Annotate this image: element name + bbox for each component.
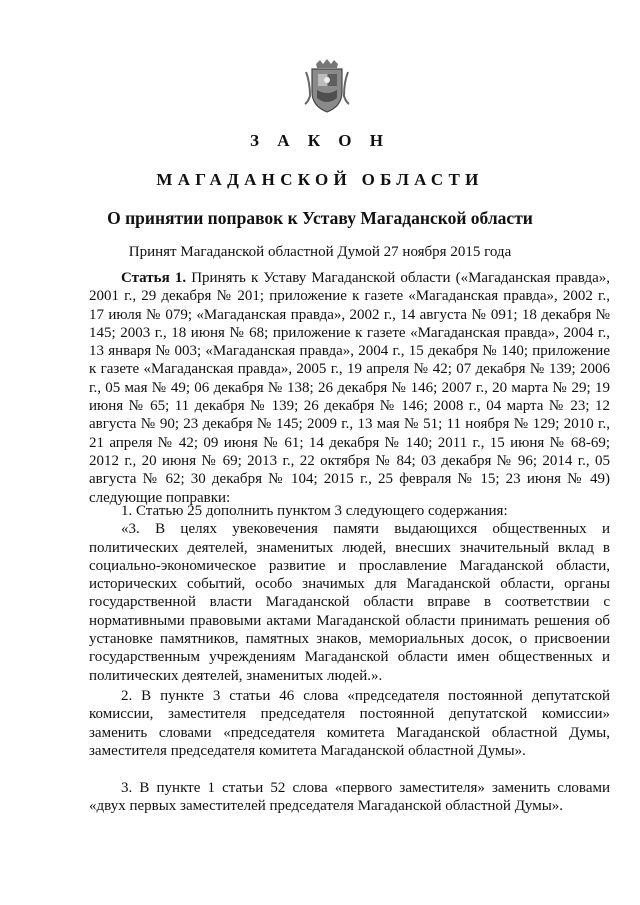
law-subject: О принятии поправок к Уставу Магаданской области <box>107 208 533 228</box>
law-title: З А К О Н <box>249 131 391 150</box>
amendment-text: 3. В пункте 1 статьи 52 слова «первого заместителя» заменить словами «двух первых заместителей председателя Магаданской областной Думы». <box>89 780 610 815</box>
amendment-item-2 <box>89 687 610 760</box>
article-text: Принять к Уставу Магаданской области («Магаданская правда», 2001 г., 29 декабря № 201; приложение к газете «Магаданская правда», 2002 г., 17 июля № 079; «Магаданская правда», 2002 г., 14 августа № 091; 18 декабря № 145; 2003 г., 18 июня № 68; приложение к газете «Магаданская правда», 2004 г., 13 января № 003; «Магаданская правда», 2004 г., 15 декабря № 140; приложение к газете «Магаданская правда», 2005 г., 19 апреля № 42; 07 декабря № 139; 2006 г., 05 мая № 49; 06 декабря № 138; 26 декабря № 146; 2007 г., 20 марта № 29; 19 июня № 65; 11 декабря № 139; 26 декабря № 146; 2008 г., 04 марта № 23; 12 августа № 90; 23 декабря № 145; 2009 г., 13 мая № 51; 11 ноября № 129; 2010 г., 21 апреля № 42; 09 июня № 61; 14 декабря № 140; 2011 г., 15 июня № 68-69; 2012 г., 20 июня № 69; 2013 г., 22 октября № 84; 03 декабря № 96; 2014 г., 05 августа № 62; 30 декабря № 104; 2015 г., 25 февраля № 15; 23 июня № 49) следующие поправки: <box>89 270 611 506</box>
coat-of-arms-icon <box>304 58 350 114</box>
region-title: МАГАДАНСКОЙ ОБЛАСТИ <box>156 170 484 189</box>
amendment-item-3 <box>89 779 610 816</box>
article-1 <box>89 269 610 507</box>
amendment-intro: 1. Статью 25 дополнить пунктом 3 следующего содержания: <box>121 503 508 519</box>
article-label: Статья 1. <box>121 270 187 286</box>
adoption-note: Принят Магаданской областной Думой 27 ноября 2015 года <box>128 244 512 260</box>
amendment-text: 2. В пункте 3 статьи 46 слова «председателя постоянной депутатской комиссии, заместителя председателя постоянной депутатской комиссии» заменить словами «председателя комитета Магаданской областной Думы, заместителя председателя комитета Магаданской областной Думы». <box>89 688 610 759</box>
amendment-quote: «3. В целях увековечения памяти выдающихся общественных и политических деятелей, знаменитых людей, внесших значительный вклад в социально-экономическое развитие и прославление Магаданской области, исторических событий, особо значимых для Магаданской области, органы государственной власти Магаданской области вправе в соответствии с нормативными правовыми актами Магаданской области принимать решения об установке памятников, памятных знаков, мемориальных досок, о присвоении государственным учреждениям Магаданской области имен общественных и политических деятелей, знаменитых людей.». <box>89 521 610 684</box>
amendment-item-1 <box>89 502 610 685</box>
